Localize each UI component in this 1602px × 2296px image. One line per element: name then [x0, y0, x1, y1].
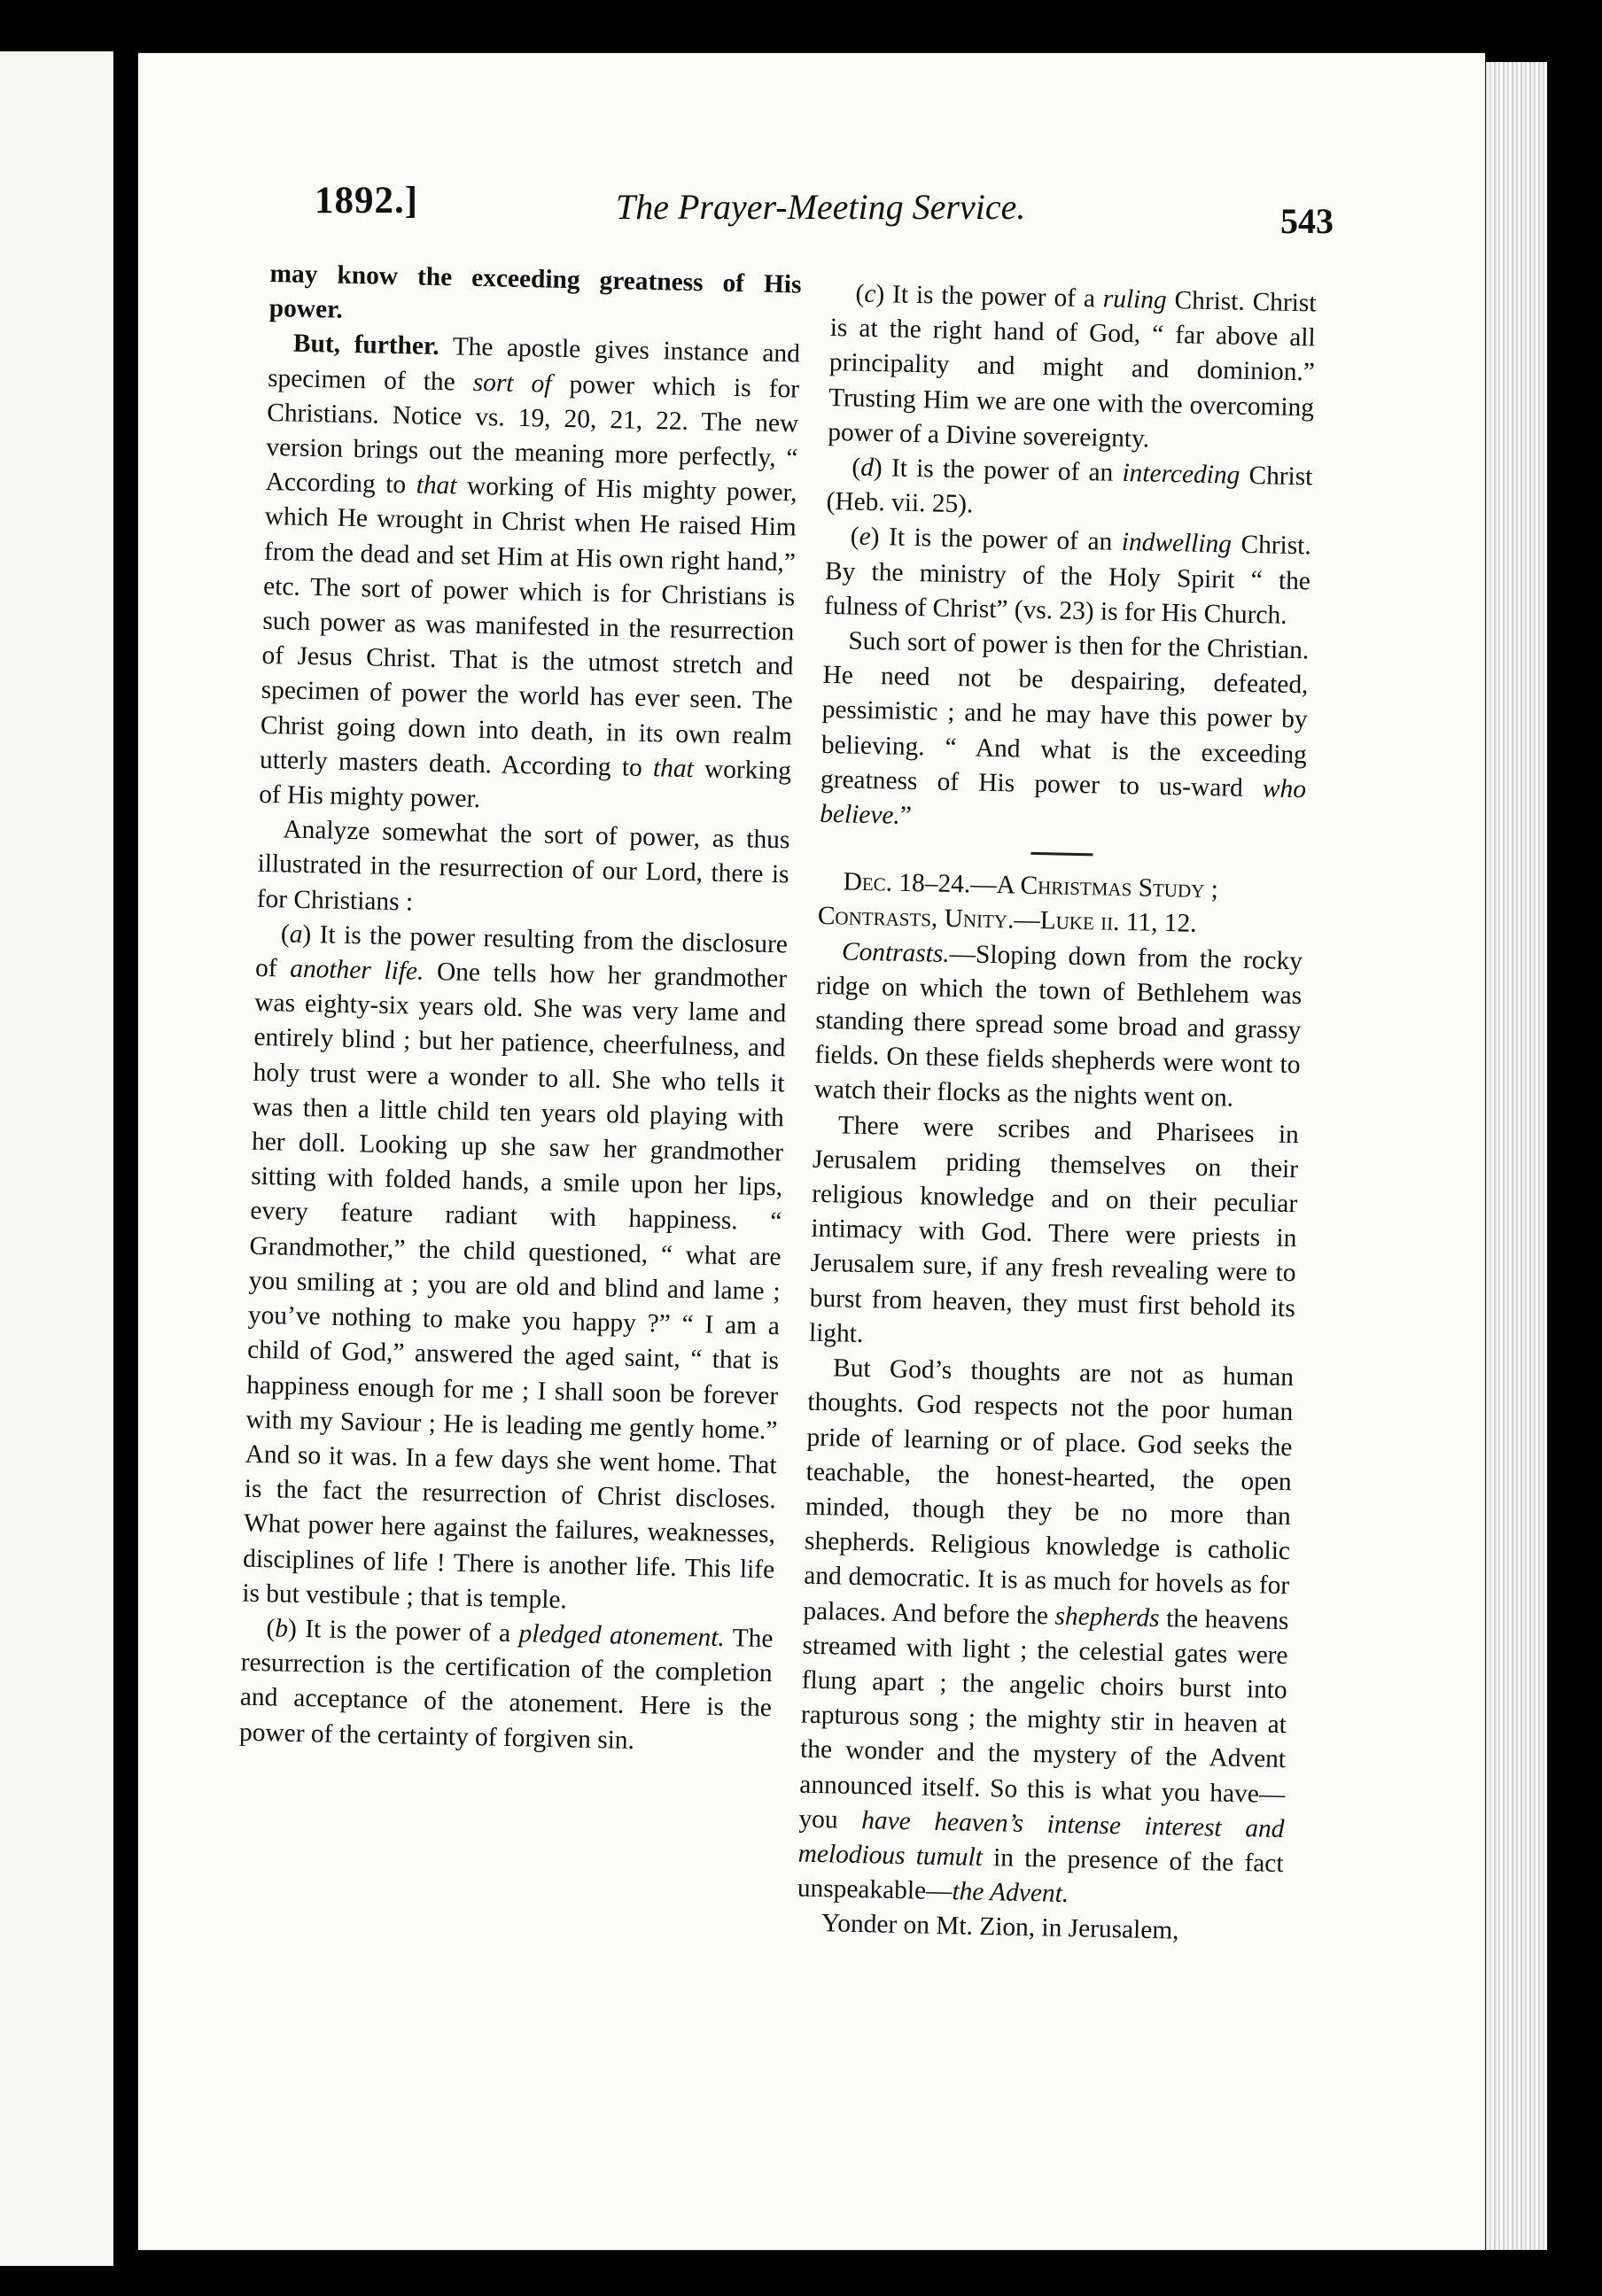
enumeration-letter: e [859, 523, 872, 552]
paragraph [239, 1611, 774, 1761]
paragraph [820, 624, 1310, 842]
facing-page-edge [0, 51, 113, 2266]
text-run: One tells how her grandmother was eighty-six years old. She was very lame and entirely blind ; but her patience, cheerfulness, and holy trust were a wonder to all. She who tells it was then a little child ten years old playing with her doll. Looking up she saw her grandmother sitting with folded hands, a smile upon her lips, every feature radiant with happiness. “ Grandmother,” the child questioned, “ what are you smiling at ; you are old and blind and lame ; you’ve nothing to make you happy ?” “ I am a child of God,” answered the aged saint, “ that is happiness enough for me ; I shall soon be forever with my Saviour ; He is leading me gently home.” And so it was. In a few days she went home. That is the fact the resurrection of Christ discloses. What power here against the failures, weaknesses, disciplines of life ! There is another life. This life is but vestibule ; that is temple. [242, 957, 788, 1615]
right-background [1547, 62, 1602, 2250]
left-column [239, 257, 802, 1761]
emphasis: ruling [1102, 284, 1168, 314]
text-run: working of His mighty power, which He wrought in Christ when He raised Him from the dead and set Him at His own right hand,” etc. The sort of power which is for Christians is such power as was manifested in the resurrection of Jesus Christ. That is the utmost stretch and specimen of power the world has ever seen. The Christ going down into death, in its own realm utterly masters death. According to [259, 471, 797, 783]
text-run: Christ (Heb. vii. 25). [826, 461, 1313, 519]
text-run: ) It is the power resulting from the disclosure of [254, 919, 789, 983]
paragraph: There were scribes and Pharisees in Jerusalem priding themselves on their religious knowledge and on their peculiar intimacy with God. There were priests in Jerusalem sure, if any fresh revealing were to burst from heaven, they must first behold its light. [808, 1111, 1300, 1348]
emphasis: another life. [290, 954, 424, 986]
text-run: ” [899, 801, 913, 831]
section-divider [1030, 852, 1093, 856]
enumeration-letter: d [859, 453, 875, 483]
emphasis: have heaven’s intense interest and melodious tumult [797, 1805, 1285, 1872]
emphasis: who believe. [819, 774, 1307, 830]
text-run: the heavens streamed with light ; the celestial gates were flung apart ; the angelic choirs burst into rapturous song ; the mighty stir in heaven at the wonder and the mystery of the Advent announced itself. So this is what you have—you [798, 1603, 1289, 1834]
right-column [797, 276, 1317, 1951]
paragraph: Yonder on Mt. Zion, in Jerusalem, [820, 1909, 1179, 1945]
paragraph [797, 1351, 1294, 1917]
emphasis: interceding [1122, 458, 1240, 490]
page-number: 543 [1280, 201, 1334, 241]
paragraph-lead: But, further. [292, 329, 440, 361]
text-run: Christ. By the ministry of the Holy Spirit “ the fulness of Christ” (vs. 23) is for His Church. [823, 530, 1312, 630]
text-run: But God’s thoughts are not as human thoughts. God respects not the poor human pride of learning or of place. God seeks the teachable, the honest-hearted, the open minded, though they be no more than shepherds. Religious knowledge is catholic and democratic. It is as much for hovels as for palaces. And before the [803, 1354, 1295, 1631]
text-run: power which is for Christians. Notice vs. 19, 20, 21, 22. The new version brings out the meaning more perfectly, “ According to [265, 369, 800, 500]
text-run: ( [855, 279, 865, 308]
emphasis: Contrasts. [841, 937, 951, 968]
emphasis: the Advent. [952, 1877, 1069, 1909]
emphasis: that [652, 754, 695, 783]
paragraph: Analyze somewhat the sort of power, as thus illustrated in the resurrection of our Lord, there is for Christians : [256, 815, 790, 917]
enumeration-letter: a [289, 919, 303, 949]
text-run: ) It is the power of an [870, 523, 1123, 557]
paragraph [826, 450, 1313, 530]
enumeration-letter: c [864, 279, 876, 309]
text-run: ( [280, 919, 291, 949]
emphasis: indwelling [1121, 528, 1233, 559]
paragraph [259, 326, 800, 823]
running-header [315, 174, 1334, 244]
running-title: The Prayer-Meeting Service. [616, 187, 1026, 227]
enumeration-letter: b [275, 1614, 289, 1643]
header-year: 1892.] [315, 180, 419, 221]
text-run: The apostle gives instance and specimen of the [267, 332, 801, 397]
text-run: ( [850, 522, 859, 552]
text-run: ( [852, 453, 861, 482]
text-run: ( [266, 1614, 276, 1643]
emphasis: pledged atonement. [518, 1619, 726, 1652]
text-run: Christ. Christ is at the right hand of God, “ far above all principality and might and dominion.” Trusting Him we are one with the overcoming power of a Divine sovereignty. [827, 285, 1317, 454]
text-run: ) It is the power of an [873, 454, 1123, 487]
text-run: ) It is the power of a [287, 1614, 519, 1648]
paragraph: may know the exceeding greatness of His power. [268, 259, 802, 324]
page-block-edge [1485, 62, 1547, 2250]
paragraph [242, 917, 788, 1622]
emphasis: shepherds [1054, 1602, 1160, 1633]
text-run: Such sort of power is then for the Christian. He need not be despairing, defeated, pessimistic ; and he may have this power by believing. “ And what is the exceeding greatness of His power to us-ward [820, 626, 1310, 803]
text-run: The resurrection is the certification of the completion and acceptance of the atonement. Here is the power of the certainty of forgiven sin. [238, 1624, 774, 1755]
text-run: —Sloping down from the rocky ridge on which the town of Bethlehem was standing there spread some broad and grassy fields. On these fields shepherds were wont to watch their flocks as the nights went on. [813, 939, 1303, 1113]
paragraph [828, 276, 1317, 460]
paragraph [813, 934, 1303, 1117]
text-run: in the presence of the fact unspeakable— [797, 1842, 1284, 1906]
text-run: working of His mighty power. [258, 754, 792, 814]
section-heading: Dec. 18–24.—A Christmas Study ; Contrasts, Unity.—Luke ii. 11, 12. [817, 867, 1219, 939]
paragraph [824, 519, 1311, 633]
text-run: ) It is the power of a [875, 280, 1104, 314]
emphasis: sort of [472, 368, 552, 399]
emphasis: that [416, 470, 457, 500]
gutter-shadow [113, 35, 138, 2285]
